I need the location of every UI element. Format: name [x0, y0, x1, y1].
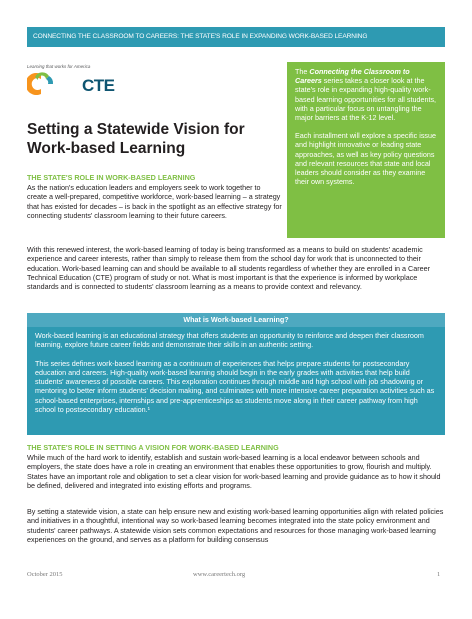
section-heading-states-role: THE STATE'S ROLE IN WORK-BASED LEARNING — [27, 173, 196, 182]
footer-date: October 2015 — [27, 571, 63, 578]
definition-paragraph: Work-based learning is an educational strategy that offers students an opportunity to reinforce and deepen their classroom learning, explore future career fields and demonstrate their skills in an authentic setting. — [35, 331, 424, 350]
body-paragraph: With this renewed interest, the work-based learning of today is being transformed as a means to build on students' academic experience and career interests, rather than simply to release them from the school day for work that is unconnected to their education. Work-based learning can and should be available to all students regardless of whether they are enrolled in a Career Technical Education (CTE) program of study or not. What is most important is that the experience is informed by workplace standards and is connected to students' classroom learning as a means to provide context and relevancy. — [27, 245, 431, 292]
cte-logo-mark-icon — [27, 70, 79, 96]
series-intro-paragraph — [295, 67, 437, 122]
logo-tagline: Learning that works for America — [27, 64, 91, 69]
series-intro-box — [287, 62, 445, 238]
body-paragraph: By setting a statewide vision, a state can help ensure new and existing work-based learning opportunities align with related policies and initiatives in a thoughtful, intentional way so work-based learning becomes integrated into the state policy environment and students' career pathways. A statewide vision sets common expectations and resources for those managing work-based learning experiences on the ground, and serves as a platform for building consensus — [27, 507, 444, 544]
page-title: Setting a Statewide Vision for Work-based Learning — [27, 121, 245, 157]
logo-wordmark: CTE — [82, 76, 115, 95]
series-installment-paragraph: Each installment will explore a specific issue and highlight innovative or leading state approaches, as well as key policy questions and relevant resources that state and local leaders should consider as they examine their own systems. — [295, 131, 437, 187]
series-name: Connecting the Classroom to Careers — [295, 67, 410, 86]
cte-logo — [27, 64, 137, 98]
page-number: 1 — [437, 571, 441, 578]
intro-lead: The — [295, 67, 310, 76]
intro-rest: series takes a closer look at the state's role in expanding high-quality work-based learning opportunities for all students, with a particular focus on untangling the major barriers at the K-12 level. — [295, 76, 437, 123]
definition-paragraph: This series defines work-based learning as a continuum of experiences that helps prepare students for postsecondary education and careers. High-quality work-based learning should begin in the early grades with activities that help build students' awareness of possible careers. This exploration continues through middle and high school with job shadowing or mentoring to better inform students' decision making, and culminates with more intensive career preparation activities such as school-based enterprises, internships and pre-apprenticeships as students move along in their career pathway from high school to postsecondary education.¹ — [35, 358, 435, 415]
definition-box — [27, 313, 445, 435]
section-heading-setting-vision: THE STATE'S ROLE IN SETTING A VISION FOR WORK-BASED LEARNING — [27, 443, 279, 452]
body-paragraph: As the nation's education leaders and employers seek to work together to create a well-prepared, competitive workforce, work-based learning – a strategy that has existed for decades – is back in the spotlight as an effective strategy for connecting students' classroom learning to their future careers. — [27, 183, 282, 220]
definition-title: What is Work-based Learning? — [27, 313, 445, 327]
header-banner: CONNECTING THE CLASSROOM TO CAREERS: THE STATE'S ROLE IN EXPANDING WORK-BASED LEARNING — [27, 27, 445, 47]
footer-url[interactable]: www.careertech.org — [193, 571, 246, 578]
body-paragraph: While much of the hard work to identify, establish and sustain work-based learning is a local endeavor between schools and employers, the state does have a role in creating an environment that enables these opportunities to grow, flourish and multiply. States have an important role and obligation to set a clear vision for work-based learning and provide guidance as to how it should be defined, delivered and integrated into existing efforts and programs. — [27, 453, 441, 490]
